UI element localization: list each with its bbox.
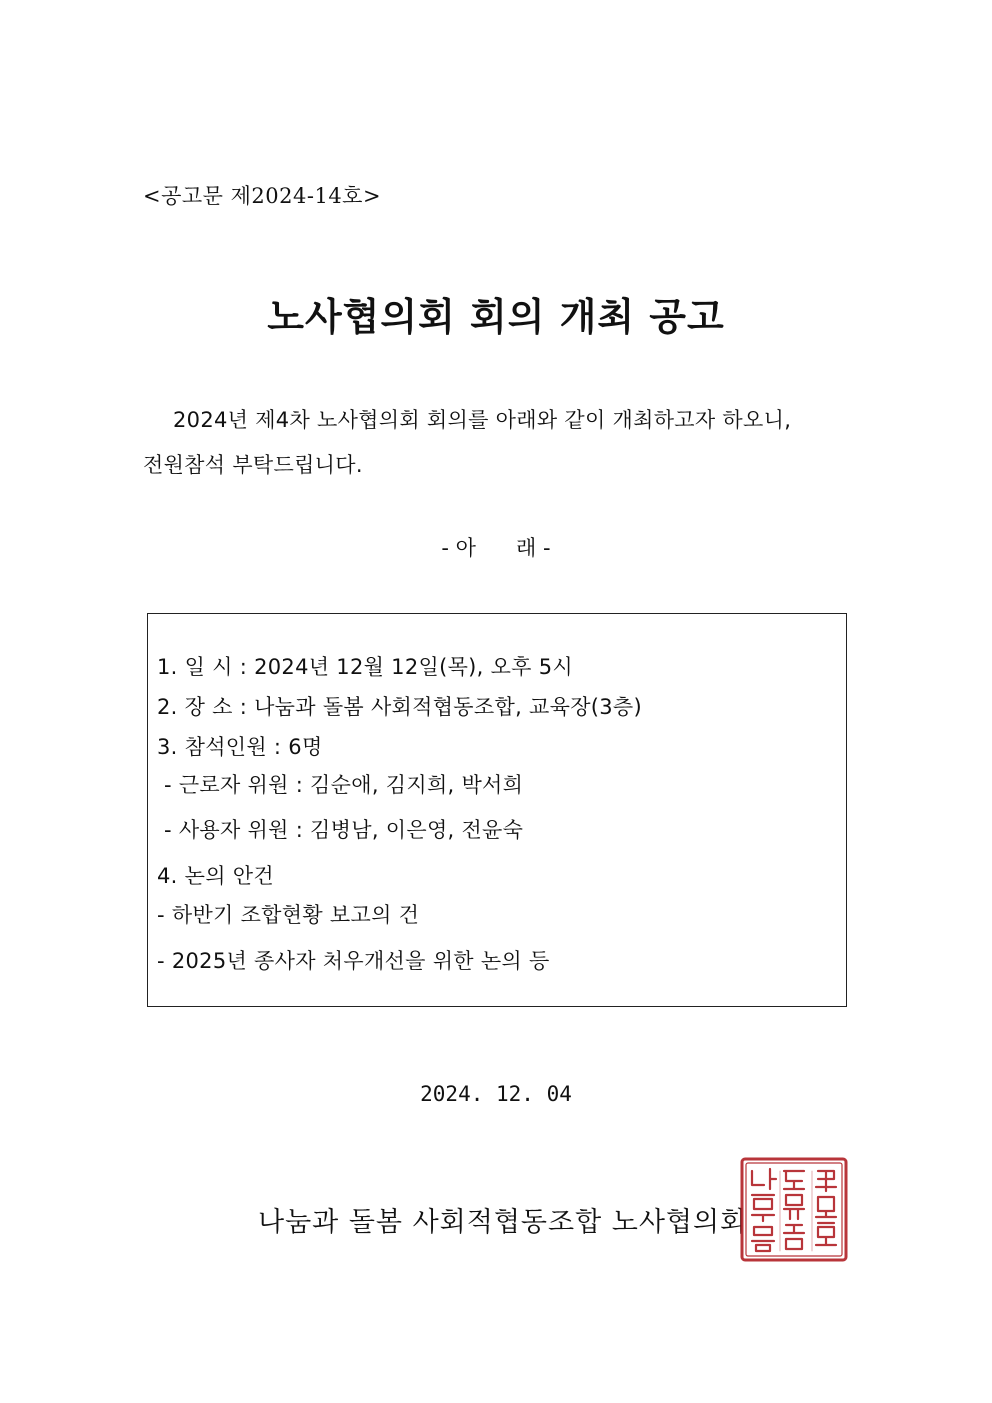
document-title: 노사협의회 회의 개최 공고 bbox=[267, 295, 725, 339]
intro-line-1: 2024년 제4차 노사협의회 회의를 아래와 같이 개최하고자 하오니, bbox=[173, 408, 792, 432]
detail-agenda-item-2: - 2025년 종사자 처우개선을 위한 논의 등 bbox=[157, 949, 550, 973]
detail-place: 2. 장 소 : 나눔과 돌봄 사회적협동조합, 교육장(3층) bbox=[157, 695, 643, 719]
organization-seal-stamp bbox=[740, 1157, 848, 1262]
meeting-details-box bbox=[147, 613, 847, 1007]
notice-number: <공고문 제2024-14호> bbox=[143, 184, 382, 208]
intro-paragraph bbox=[143, 398, 843, 488]
issue-date: 2024. 12. 04 bbox=[420, 1082, 572, 1106]
detail-datetime: 1. 일 시 : 2024년 12월 12일(목), 오후 5시 bbox=[157, 655, 573, 679]
detail-worker-members: - 근로자 위원 : 김순애, 김지희, 박서희 bbox=[157, 773, 524, 797]
detail-attendees: 3. 참석인원 : 6명 bbox=[157, 735, 323, 759]
organization-name: 나눔과 돌봄 사회적협동조합 노사협의회 bbox=[258, 1207, 748, 1238]
intro-line-2: 전원참석 부탁드립니다. bbox=[143, 453, 363, 477]
below-heading: - 아 래 - bbox=[441, 536, 551, 560]
detail-agenda-item-1: - 하반기 조합현황 보고의 건 bbox=[157, 903, 420, 927]
detail-employer-members: - 사용자 위원 : 김병남, 이은영, 전윤숙 bbox=[157, 818, 524, 842]
detail-agenda-heading: 4. 논의 안건 bbox=[157, 864, 274, 888]
